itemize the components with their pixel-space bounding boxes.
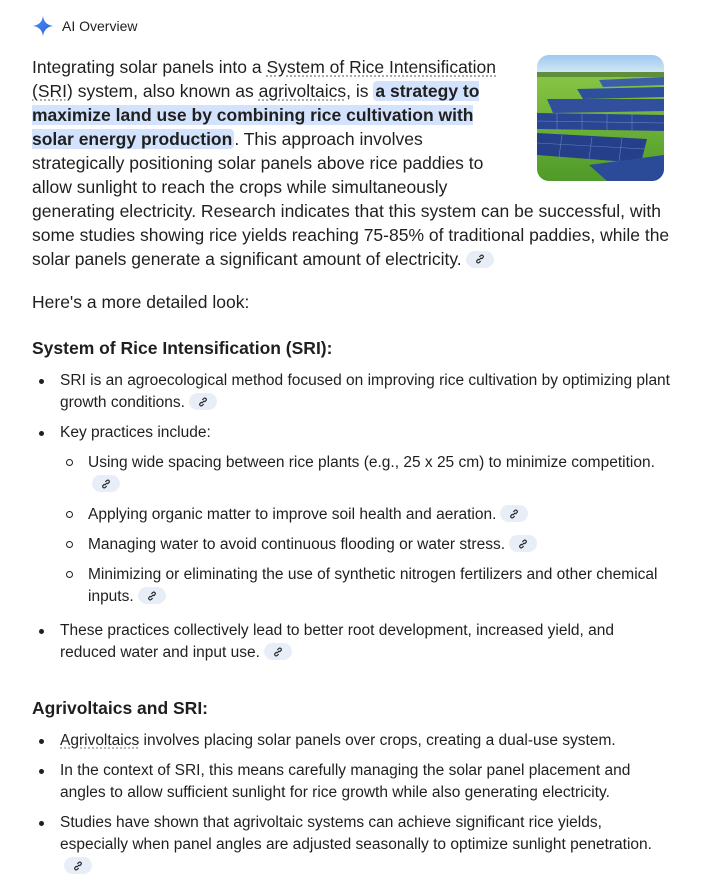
source-link-chip[interactable] — [466, 251, 494, 268]
source-link-chip[interactable] — [92, 475, 120, 492]
source-link-chip[interactable] — [500, 505, 528, 522]
list-item: SRI is an agroecological method focused on improving rice cultivation by optimizing plant growth conditions. — [32, 370, 672, 414]
list-item: Agrivoltaics involves placing solar panels over crops, creating a dual-use system. — [32, 730, 672, 752]
list-item: Key practices include: Using wide spacing between rice plants (e.g., 25 x 25 cm) to minimize competition. Applying organic matter to improve soil health and aeration. Managing water to avoid continuous flooding or water stress. Minimizing or eliminating the use of synthetic nitrogen fertilizers and other chemical inputs. — [32, 422, 672, 608]
solar-field-image[interactable] — [537, 55, 664, 181]
ai-overview-header — [32, 15, 137, 37]
link-icon — [197, 396, 209, 408]
source-link-chip[interactable] — [509, 535, 537, 552]
sub-list-item: Minimizing or eliminating the use of synthetic nitrogen fertilizers and other chemical inputs. — [60, 564, 672, 608]
agrivoltaics-heading: Agrivoltaics and SRI: — [32, 698, 209, 718]
intro-paragraph: Integrating solar panels into a System of Rice Intensification (SRI) system, also known as agrivoltaics, is a strategy to maximize land use by combining rice cultivation with solar energy production . This approach involves strategically positioning solar panels above rice paddies to allow sunlight to reach the crops while simultaneously generating electricity. Research indicates that this system can be successful, with some studies showing rice yields reaching 75-85% of traditional paddies, while the solar panels generate a significant amount of electricity. — [32, 57, 670, 269]
sub-list-item: Managing water to avoid continuous flooding or water stress. — [60, 534, 672, 556]
header-title: AI Overview — [62, 18, 138, 34]
sub-list-item: Using wide spacing between rice plants (e.g., 25 x 25 cm) to minimize competition. — [60, 452, 672, 496]
link-icon — [100, 478, 112, 490]
list-item: Studies have shown that agrivoltaic systems can achieve significant rice yields, especially when panel angles are adjusted seasonally to optimize sunlight penetration. — [32, 812, 672, 878]
link-icon — [272, 646, 284, 658]
agrivoltaics-list — [32, 730, 672, 886]
link-icon — [517, 538, 529, 550]
link-icon — [508, 508, 520, 520]
agrivoltaics-link[interactable]: agrivoltaics — [258, 81, 347, 101]
sri-link[interactable]: System of Rice Intensification (SRI) — [32, 57, 497, 101]
source-link-chip[interactable] — [64, 857, 92, 874]
list-item: In the context of SRI, this means carefully managing the solar panel placement and angles to allow sufficient sunlight for rice growth while also generating electricity. — [32, 760, 672, 804]
agrivoltaics-link[interactable]: Agrivoltaics — [60, 732, 140, 749]
sri-list — [32, 370, 672, 672]
sub-list — [60, 452, 672, 608]
highlighted-answer: a strategy to maximize land use by combining rice cultivation with solar energy production — [32, 81, 480, 149]
sub-list-item: Applying organic matter to improve soil health and aeration. — [60, 504, 672, 526]
source-link-chip[interactable] — [189, 393, 217, 410]
list-item: These practices collectively lead to better root development, increased yield, and reduced water and input use. — [32, 620, 672, 664]
link-icon — [146, 590, 158, 602]
source-link-chip[interactable] — [264, 643, 292, 660]
sri-heading: System of Rice Intensification (SRI): — [32, 338, 333, 358]
source-link-chip[interactable] — [138, 587, 166, 604]
link-icon — [72, 860, 84, 872]
lead-text: Here's a more detailed look: — [32, 292, 250, 312]
sparkle-icon — [32, 15, 54, 37]
link-icon — [474, 253, 486, 265]
